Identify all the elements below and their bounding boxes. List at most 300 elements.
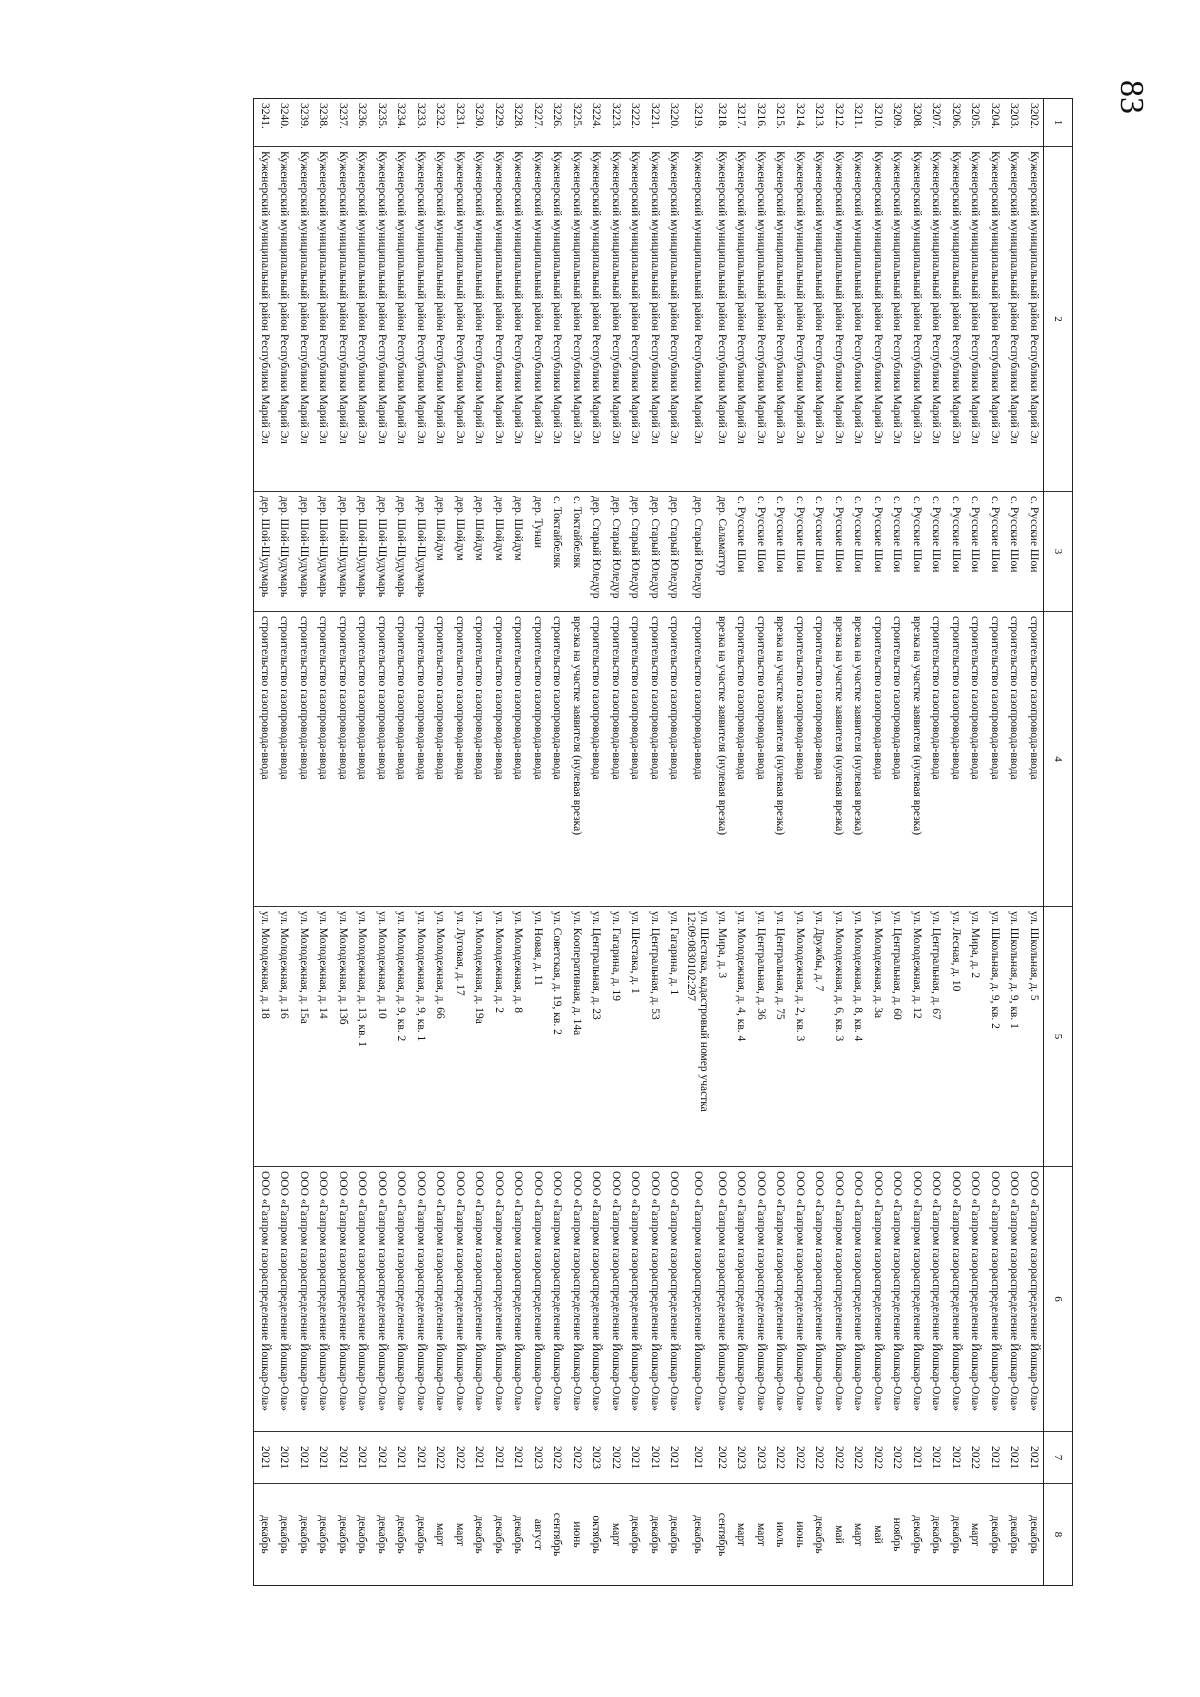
work-type-cell: строительство газопровода-ввода [965,612,985,907]
year-cell: 2022 [567,1432,587,1484]
address-cell: ул. Молодежная, д. 19а [469,907,489,1167]
month-cell: декабрь [294,1484,314,1586]
row-number: 3233. [411,99,431,147]
page-number-text: 83 [1113,80,1150,114]
month-cell: май [829,1484,849,1586]
month-cell: декабрь [333,1484,353,1586]
work-type-cell: строительство газопровода-ввода [887,612,907,907]
month-cell: август [528,1484,548,1586]
settlement-cell: с. Русские Шои [770,492,790,612]
year-cell: 2022 [770,1432,790,1484]
table-row [751,99,771,1586]
month-cell: декабрь [625,1484,645,1586]
year-cell: 2022 [809,1432,829,1484]
address-cell: ул. Центральная, д. 36 [751,907,771,1167]
work-type-cell: строительство газопровода-ввода [645,612,665,907]
row-number: 3222. [625,99,645,147]
address-cell: ул. Шестака, д. 1 [625,907,645,1167]
month-cell: декабрь [469,1484,489,1586]
company-cell: ООО «Газпром газораспределение Йошкар-Ола» [684,1167,712,1432]
month-cell: июнь [790,1484,810,1586]
row-number: 3208. [907,99,927,147]
company-cell: ООО «Газпром газораспределение Йошкар-Ола» [411,1167,431,1432]
row-number: 3206. [946,99,966,147]
settlement-cell: дер. Старый Юледур [586,492,606,612]
table-row [868,99,888,1586]
company-cell: ООО «Газпром газораспределение Йошкар-Ола» [372,1167,392,1432]
company-cell: ООО «Газпром газораспределение Йошкар-Ола» [946,1167,966,1432]
row-number: 3234. [391,99,411,147]
table-row [430,99,450,1586]
settlement-cell: дер. Шойдум [489,492,509,612]
month-cell: март [430,1484,450,1586]
row-number: 3220. [664,99,684,147]
company-cell: ООО «Газпром газораспределение Йошкар-Ола» [868,1167,888,1432]
work-type-cell: строительство газопровода-ввода [625,612,645,907]
year-cell: 2021 [313,1432,333,1484]
company-cell: ООО «Газпром газораспределение Йошкар-Ола» [352,1167,372,1432]
month-cell: декабрь [1004,1484,1024,1586]
address-cell: ул. Гагарина, д. 19 [606,907,626,1167]
month-cell: декабрь [254,1484,274,1586]
district-cell: Куженерский муниципальный район Республики Марий Эл [712,147,732,492]
company-cell: ООО «Газпром газораспределение Йошкар-Ола» [391,1167,411,1432]
year-cell: 2022 [606,1432,626,1484]
work-type-cell: строительство газопровода-ввода [868,612,888,907]
address-cell: ул. Молодежная, д. 2, кв. 3 [790,907,810,1167]
company-cell: ООО «Газпром газораспределение Йошкар-Ола» [489,1167,509,1432]
company-cell: ООО «Газпром газораспределение Йошкар-Ола» [528,1167,548,1432]
settlement-cell: с. Токтайбеляк [567,492,587,612]
work-type-cell: строительство газопровода-ввода [664,612,684,907]
district-cell: Куженерский муниципальный район Республики Марий Эл [809,147,829,492]
address-cell: ул. Центральная, д. 23 [586,907,606,1167]
work-type-cell: строительство газопровода-ввода [809,612,829,907]
table-row [294,99,314,1586]
work-type-cell: строительство газопровода-ввода [946,612,966,907]
table-row [645,99,665,1586]
row-number: 3203. [1004,99,1024,147]
company-cell: ООО «Газпром газораспределение Йошкар-Ола» [1024,1167,1044,1432]
settlement-cell: дер. Саламаттур [712,492,732,612]
district-cell: Куженерский муниципальный район Республики Марий Эл [333,147,353,492]
company-cell: ООО «Газпром газораспределение Йошкар-Ола» [751,1167,771,1432]
address-cell: ул. Советская, д. 19, кв. 2 [547,907,567,1167]
table-row [907,99,927,1586]
address-cell: ул. Лесная, д. 10 [946,907,966,1167]
year-cell: 2021 [294,1432,314,1484]
settlement-cell: дер. Шой-Шудумарь [313,492,333,612]
table-row [586,99,606,1586]
address-cell: ул. Молодежная, д. 18 [254,907,274,1167]
address-cell: ул. Шестака, кадастровый номер участка 12:09:0830102:297 [684,907,712,1167]
settlement-cell: с. Русские Шои [848,492,868,612]
work-type-cell: строительство газопровода-ввода [528,612,548,907]
district-cell: Куженерский муниципальный район Республики Марий Эл [567,147,587,492]
settlement-cell: дер. Шой-Шудумарь [411,492,431,612]
district-cell: Куженерский муниципальный район Республики Марий Эл [489,147,509,492]
table-row [731,99,751,1586]
company-cell: ООО «Газпром газораспределение Йошкар-Ола» [985,1167,1005,1432]
year-cell: 2021 [946,1432,966,1484]
year-cell: 2021 [684,1432,712,1484]
month-cell: март [450,1484,470,1586]
table-row [528,99,548,1586]
month-cell: декабрь [508,1484,528,1586]
work-type-cell: строительство газопровода-ввода [751,612,771,907]
district-cell: Куженерский муниципальный район Республики Марий Эл [450,147,470,492]
work-type-cell: врезка на участке заявителя (нулевая врезка) [907,612,927,907]
address-cell: ул. Школьная, д. 5 [1024,907,1044,1167]
work-type-cell: строительство газопровода-ввода [985,612,1005,907]
district-cell: Куженерский муниципальный район Республики Марий Эл [829,147,849,492]
header-col-3: 3 [1044,492,1073,612]
settlement-cell: с. Русские Шои [965,492,985,612]
address-cell: ул. Молодежная, д. 8 [508,907,528,1167]
district-cell: Куженерский муниципальный район Республики Марий Эл [790,147,810,492]
address-cell: ул. Гагарина, д. 1 [664,907,684,1167]
year-cell: 2022 [965,1432,985,1484]
address-cell: ул. Мира, д. 3 [712,907,732,1167]
row-number: 3215. [770,99,790,147]
address-cell: ул. Молодежная, д. 8, кв. 4 [848,907,868,1167]
year-cell: 2022 [430,1432,450,1484]
district-cell: Куженерский муниципальный район Республики Марий Эл [586,147,606,492]
year-cell: 2021 [333,1432,353,1484]
work-type-cell: строительство газопровода-ввода [508,612,528,907]
rotated-table-container [191,98,1073,1585]
year-cell: 2021 [645,1432,665,1484]
work-type-cell: строительство газопровода-ввода [391,612,411,907]
company-cell: ООО «Газпром газораспределение Йошкар-Ола» [645,1167,665,1432]
address-cell: ул. Молодежная, д. 6, кв. 3 [829,907,849,1167]
row-number: 3216. [751,99,771,147]
district-cell: Куженерский муниципальный район Республики Марий Эл [528,147,548,492]
address-cell: ул. Центральная, д. 75 [770,907,790,1167]
table-row [391,99,411,1586]
row-number: 3226. [547,99,567,147]
month-cell: декабрь [352,1484,372,1586]
page-number [1110,40,1170,170]
row-number: 3207. [926,99,946,147]
work-type-cell: врезка на участке заявителя (нулевая врезка) [848,612,868,907]
district-cell: Куженерский муниципальный район Республики Марий Эл [907,147,927,492]
district-cell: Куженерский муниципальный район Республики Марий Эл [372,147,392,492]
district-cell: Куженерский муниципальный район Республики Марий Эл [294,147,314,492]
row-number: 3238. [313,99,333,147]
district-cell: Куженерский муниципальный район Республики Марий Эл [391,147,411,492]
year-cell: 2021 [489,1432,509,1484]
company-cell: ООО «Газпром газораспределение Йошкар-Ола» [450,1167,470,1432]
table-row [965,99,985,1586]
company-cell: ООО «Газпром газораспределение Йошкар-Ола» [664,1167,684,1432]
district-cell: Куженерский муниципальный район Республики Марий Эл [887,147,907,492]
year-cell: 2023 [751,1432,771,1484]
row-number: 3229. [489,99,509,147]
year-cell: 2021 [391,1432,411,1484]
year-cell: 2023 [528,1432,548,1484]
row-number: 3214. [790,99,810,147]
address-cell: ул. Молодежная, д. 2 [489,907,509,1167]
company-cell: ООО «Газпром газораспределение Йошкар-Ола» [907,1167,927,1432]
address-cell: ул. Молодежная, д. 66 [430,907,450,1167]
table-row [313,99,333,1586]
address-cell: ул. Молодежная, д. 10 [372,907,392,1167]
table-row [254,99,274,1586]
district-cell: Куженерский муниципальный район Республики Марий Эл [946,147,966,492]
month-cell: декабрь [1024,1484,1044,1586]
district-cell: Куженерский муниципальный район Республики Марий Эл [926,147,946,492]
company-cell: ООО «Газпром газораспределение Йошкар-Ола» [790,1167,810,1432]
address-cell: ул. Центральная, д. 60 [887,907,907,1167]
month-cell: декабрь [411,1484,431,1586]
settlement-cell: дер. Шой-Шудумарь [372,492,392,612]
work-type-cell: строительство газопровода-ввода [372,612,392,907]
year-cell: 2022 [450,1432,470,1484]
table-row [887,99,907,1586]
month-cell: сентябрь [547,1484,567,1586]
row-number: 3225. [567,99,587,147]
district-cell: Куженерский муниципальный район Республики Марий Эл [645,147,665,492]
address-cell: ул. Молодежная, д. 12 [907,907,927,1167]
settlement-cell: дер. Шойдум [508,492,528,612]
year-cell: 2021 [372,1432,392,1484]
company-cell: ООО «Газпром газораспределение Йошкар-Ола» [254,1167,274,1432]
year-cell: 2021 [1024,1432,1044,1484]
district-cell: Куженерский муниципальный район Республики Марий Эл [606,147,626,492]
district-cell: Куженерский муниципальный район Республики Марий Эл [1004,147,1024,492]
year-cell: 2021 [274,1432,294,1484]
month-cell: декабрь [274,1484,294,1586]
company-cell: ООО «Газпром газораспределение Йошкар-Ола» [333,1167,353,1432]
work-type-cell: строительство газопровода-ввода [469,612,489,907]
month-cell: июль [770,1484,790,1586]
table-row [567,99,587,1586]
district-cell: Куженерский муниципальный район Республики Марий Эл [411,147,431,492]
work-type-cell: строительство газопровода-ввода [352,612,372,907]
settlement-cell: дер. Тунаи [528,492,548,612]
work-type-cell: строительство газопровода-ввода [586,612,606,907]
month-cell: декабрь [313,1484,333,1586]
year-cell: 2023 [731,1432,751,1484]
company-cell: ООО «Газпром газораспределение Йошкар-Ола» [887,1167,907,1432]
row-number: 3231. [450,99,470,147]
settlement-cell: с. Русские Шои [887,492,907,612]
work-type-cell: строительство газопровода-ввода [1024,612,1044,907]
work-type-cell: строительство газопровода-ввода [333,612,353,907]
work-type-cell: строительство газопровода-ввода [313,612,333,907]
month-cell: декабрь [664,1484,684,1586]
district-cell: Куженерский муниципальный район Республики Марий Эл [625,147,645,492]
table-row [547,99,567,1586]
district-cell: Куженерский муниципальный район Республики Марий Эл [684,147,712,492]
district-cell: Куженерский муниципальный район Республики Марий Эл [254,147,274,492]
district-cell: Куженерский муниципальный район Республики Марий Эл [313,147,333,492]
table-row [848,99,868,1586]
year-cell: 2021 [907,1432,927,1484]
table-row [829,99,849,1586]
work-type-cell: врезка на участке заявителя (нулевая врезка) [829,612,849,907]
address-cell: ул. Кооперативная, д. 14а [567,907,587,1167]
month-cell: март [751,1484,771,1586]
header-col-5: 5 [1044,907,1073,1167]
settlement-cell: с. Русские Шои [790,492,810,612]
work-type-cell: строительство газопровода-ввода [926,612,946,907]
settlement-cell: дер. Шой-Шудумарь [254,492,274,612]
month-cell: сентябрь [712,1484,732,1586]
work-type-cell: строительство газопровода-ввода [254,612,274,907]
table-row [1004,99,1024,1586]
month-cell: декабрь [985,1484,1005,1586]
settlement-cell: дер. Шойдум [469,492,489,612]
row-number: 3240. [274,99,294,147]
settlement-cell: дер. Старый Юледур [606,492,626,612]
company-cell: ООО «Газпром газораспределение Йошкар-Ола» [926,1167,946,1432]
address-cell: ул. Молодежная, д. 14 [313,907,333,1167]
row-number: 3235. [372,99,392,147]
month-cell: март [848,1484,868,1586]
header-col-4: 4 [1044,612,1073,907]
row-number: 3230. [469,99,489,147]
table-row [809,99,829,1586]
month-cell: март [606,1484,626,1586]
table-row [946,99,966,1586]
district-cell: Куженерский муниципальный район Республики Марий Эл [508,147,528,492]
district-cell: Куженерский муниципальный район Республики Марий Эл [731,147,751,492]
month-cell: март [731,1484,751,1586]
table-row [333,99,353,1586]
district-cell: Куженерский муниципальный район Республики Марий Эл [469,147,489,492]
table-body [254,99,1044,1586]
settlement-cell: с. Русские Шои [926,492,946,612]
address-cell: ул. Школьная, д. 9, кв. 2 [985,907,1005,1167]
work-type-cell: врезка на участке заявителя (нулевая врезка) [712,612,732,907]
settlement-cell: дер. Шой-Шудумарь [352,492,372,612]
work-type-cell: строительство газопровода-ввода [430,612,450,907]
settlement-cell: с. Русские Шои [907,492,927,612]
row-number: 3204. [985,99,1005,147]
settlement-cell: дер. Шой-Шудумарь [333,492,353,612]
work-type-cell: строительство газопровода-ввода [411,612,431,907]
address-cell: ул. Новая, д. 11 [528,907,548,1167]
table-row [926,99,946,1586]
company-cell: ООО «Газпром газораспределение Йошкар-Ола» [848,1167,868,1432]
company-cell: ООО «Газпром газораспределение Йошкар-Ола» [274,1167,294,1432]
address-cell: ул. Школьная, д. 9, кв. 1 [1004,907,1024,1167]
address-cell: ул. Луговая, д. 17 [450,907,470,1167]
settlement-cell: с. Русские Шои [946,492,966,612]
settlement-cell: с. Русские Шои [809,492,829,612]
settlement-cell: с. Русские Шои [868,492,888,612]
table-row [411,99,431,1586]
table-row [790,99,810,1586]
settlement-cell: с. Русские Шои [1024,492,1044,612]
company-cell: ООО «Газпром газораспределение Йошкар-Ола» [294,1167,314,1432]
work-type-cell: строительство газопровода-ввода [450,612,470,907]
settlement-cell: с. Русские Шои [829,492,849,612]
address-cell: ул. Мира, д. 2 [965,907,985,1167]
address-cell: ул. Молодежная, д. 4, кв. 4 [731,907,751,1167]
row-number: 3218. [712,99,732,147]
header-col-6: 6 [1044,1167,1073,1432]
row-number: 3217. [731,99,751,147]
work-type-cell: строительство газопровода-ввода [274,612,294,907]
company-cell: ООО «Газпром газораспределение Йошкар-Ола» [829,1167,849,1432]
company-cell: ООО «Газпром газораспределение Йошкар-Ола» [430,1167,450,1432]
year-cell: 2021 [1004,1432,1024,1484]
table-row [450,99,470,1586]
district-cell: Куженерский муниципальный район Республики Марий Эл [547,147,567,492]
company-cell: ООО «Газпром газораспределение Йошкар-Ола» [469,1167,489,1432]
table-row [985,99,1005,1586]
settlement-cell: с. Русские Шои [985,492,1005,612]
address-cell: ул. Молодежная, д. 13б [333,907,353,1167]
year-cell: 2022 [829,1432,849,1484]
address-cell: ул. Молодежная, д. 13, кв. 1 [352,907,372,1167]
row-number: 3205. [965,99,985,147]
year-cell: 2022 [868,1432,888,1484]
row-number: 3211. [848,99,868,147]
month-cell: декабрь [372,1484,392,1586]
work-type-cell: строительство газопровода-ввода [1004,612,1024,907]
work-type-cell: строительство газопровода-ввода [790,612,810,907]
row-number: 3224. [586,99,606,147]
year-cell: 2021 [508,1432,528,1484]
table-row [606,99,626,1586]
settlement-cell: с. Токтайбеляк [547,492,567,612]
year-cell: 2021 [352,1432,372,1484]
address-cell: ул. Молодежная, д. 9, кв. 1 [411,907,431,1167]
row-number: 3227. [528,99,548,147]
row-number: 3221. [645,99,665,147]
district-cell: Куженерский муниципальный район Республики Марий Эл [1024,147,1044,492]
district-cell: Куженерский муниципальный район Республики Марий Эл [664,147,684,492]
year-cell: 2021 [254,1432,274,1484]
company-cell: ООО «Газпром газораспределение Йошкар-Ола» [586,1167,606,1432]
table-row [508,99,528,1586]
month-cell: июнь [567,1484,587,1586]
year-cell: 2021 [985,1432,1005,1484]
settlement-cell: дер. Шой-Шудумарь [294,492,314,612]
row-number: 3237. [333,99,353,147]
year-cell: 2021 [664,1432,684,1484]
company-cell: ООО «Газпром газораспределение Йошкар-Ола» [1004,1167,1024,1432]
month-cell: декабрь [391,1484,411,1586]
month-cell: декабрь [489,1484,509,1586]
month-cell: май [868,1484,888,1586]
table-row [274,99,294,1586]
address-cell: ул. Молодежная, д. 16 [274,907,294,1167]
work-type-cell: строительство газопровода-ввода [294,612,314,907]
table-row [712,99,732,1586]
gasification-table [254,98,1074,1586]
table-row [469,99,489,1586]
table-row [372,99,392,1586]
year-cell: 2022 [790,1432,810,1484]
month-cell: декабрь [907,1484,927,1586]
company-cell: ООО «Газпром газораспределение Йошкар-Ола» [567,1167,587,1432]
month-cell: октябрь [586,1484,606,1586]
settlement-cell: дер. Шой-Шудумарь [274,492,294,612]
row-number: 3210. [868,99,888,147]
work-type-cell: врезка на участке заявителя (нулевая врезка) [770,612,790,907]
month-cell: декабрь [926,1484,946,1586]
address-cell: ул. Молодежная, д. 3а [868,907,888,1167]
address-cell: ул. Молодежная, д. 15а [294,907,314,1167]
month-cell: декабрь [809,1484,829,1586]
settlement-cell: дер. Старый Юледур [684,492,712,612]
company-cell: ООО «Газпром газораспределение Йошкар-Ола» [625,1167,645,1432]
